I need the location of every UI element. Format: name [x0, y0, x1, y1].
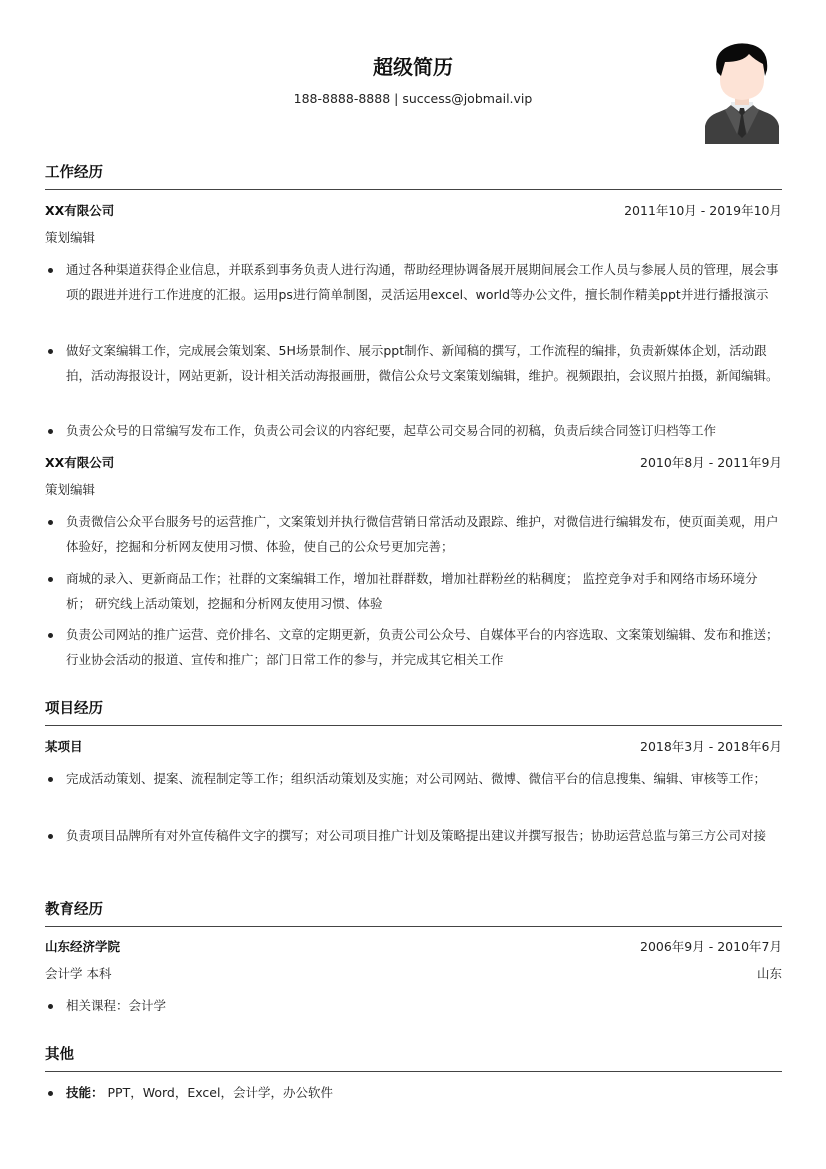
bullet-icon: [48, 577, 53, 582]
resume-title: 超级简历: [373, 55, 453, 79]
bullet-icon: [48, 349, 53, 354]
section-title-other: 其他: [45, 1047, 74, 1063]
bullet-text: 负责微信公众平台服务号的运营推广，文案策划并执行微信营销日常活动及跟踪、维护，对微信进行编辑发布，使页面美观，用户体验好，挖掘和分析网友使用习惯、体验，使自己的公众号更加完善；: [66, 514, 779, 554]
bullet-text: 负责公众号的日常编写发布工作，负责公司会议的内容纪要，起草公司交易合同的初稿，负责后续合同签订归档等工作: [66, 423, 717, 438]
company-name: XX有限公司: [45, 203, 115, 218]
list-item: [45, 1081, 782, 1106]
bullet-icon: [48, 834, 53, 839]
bullet-text: 通过各种渠道获得企业信息，并联系到事务负责人进行沟通，帮助经理协调备展开展期间展会工作人员与参展人员的管理，展会事项的跟进并进行工作进度的汇报。运用ps进行简单制图，灵活运用excel、world等办公文件，擅长制作精美ppt并进行播报演示: [66, 262, 779, 302]
project-period: 2018年3月 - 2018年6月: [640, 739, 782, 754]
list-item: [45, 339, 782, 388]
project-entry-header: [45, 737, 782, 757]
skills-row: [66, 1081, 782, 1106]
work-entry-header: [45, 453, 782, 473]
bullet-text: 商城的录入、更新商品工作；社群的文案编辑工作，增加社群群数，增加社群粉丝的粘稠度； 监控竞争对手和网络市场环境分析； 研究线上活动策划，挖掘和分析网友使用习惯、体验: [66, 571, 758, 611]
contact-info: 188-8888-8888 | success@jobmail.vip: [293, 91, 533, 106]
education-detail-row: [45, 964, 782, 984]
work-period: 2010年8月 - 2011年9月: [640, 455, 782, 470]
list-item: [45, 767, 782, 792]
skills-label: 技能：: [66, 1085, 104, 1100]
bullet-icon: [48, 429, 53, 434]
school-name: 山东经济学院: [45, 939, 121, 954]
list-item: [45, 994, 782, 1019]
education-period: 2006年9月 - 2010年7月: [640, 939, 782, 954]
bullet-text: 做好文案编辑工作，完成展会策划案、5H场景制作、展示ppt制作、新闻稿的撰写，工作流程的编排，负责新媒体企划，活动跟拍，活动海报设计，网站更新，设计相关活动海报画册，微信公众号文案策划编辑，维护。视频跟拍，会议照片拍摄，新闻编辑。: [66, 343, 779, 383]
education-section: [45, 900, 782, 1013]
major-degree: 会计学 本科: [45, 966, 112, 981]
bullet-icon: [48, 268, 53, 273]
section-title-work: 工作经历: [45, 165, 103, 181]
section-divider: [45, 189, 782, 190]
project-name: 某项目: [45, 739, 83, 754]
list-item: [45, 623, 782, 672]
bullet-icon: [48, 1091, 53, 1096]
work-period: 2011年10月 - 2019年10月: [624, 203, 782, 218]
section-divider: [45, 725, 782, 726]
list-item: [45, 824, 782, 849]
list-item: [45, 419, 782, 444]
bullet-text: 相关课程：会计学: [66, 998, 167, 1013]
person-avatar-icon: [703, 42, 781, 144]
work-role-row: [45, 480, 782, 500]
bullet-icon: [48, 520, 53, 525]
bullet-icon: [48, 633, 53, 638]
bullet-text: 负责项目品牌所有对外宣传稿件文字的撰写；对公司项目推广计划及策略提出建议并撰写报告；协助运营总监与第三方公司对接: [66, 828, 767, 843]
job-role: 策划编辑: [45, 230, 96, 245]
list-item: [45, 567, 782, 616]
list-item: [45, 258, 782, 307]
company-name: XX有限公司: [45, 455, 115, 470]
section-divider: [45, 926, 782, 927]
bullet-text: 负责公司网站的推广运营、竞价排名、文章的定期更新，负责公司公众号、自媒体平台的内容选取、文案策划编辑、发布和推送；行业协会活动的报道、宣传和推广；部门日常工作的参与，并完成其它相关工作: [66, 627, 779, 667]
section-title-education: 教育经历: [45, 902, 103, 918]
skills-value: PPT，Word，Excel，会计学，办公软件: [103, 1085, 333, 1100]
bullet-icon: [48, 1004, 53, 1009]
bullet-text: 完成活动策划、提案、流程制定等工作；组织活动策划及实施；对公司网站、微博、微信平台的信息搜集、编辑、审核等工作；: [66, 771, 767, 786]
work-entry-header: [45, 201, 782, 221]
education-entry-header: [45, 937, 782, 957]
other-section: [45, 1045, 782, 1100]
work-role-row: [45, 228, 782, 248]
project-experience-section: [45, 699, 782, 843]
list-item: [45, 510, 782, 559]
school-location: 山东: [756, 966, 782, 981]
section-divider: [45, 1071, 782, 1072]
work-experience-section: [45, 163, 782, 667]
job-role: 策划编辑: [45, 482, 96, 497]
section-title-project: 项目经历: [45, 701, 103, 717]
bullet-icon: [48, 777, 53, 782]
